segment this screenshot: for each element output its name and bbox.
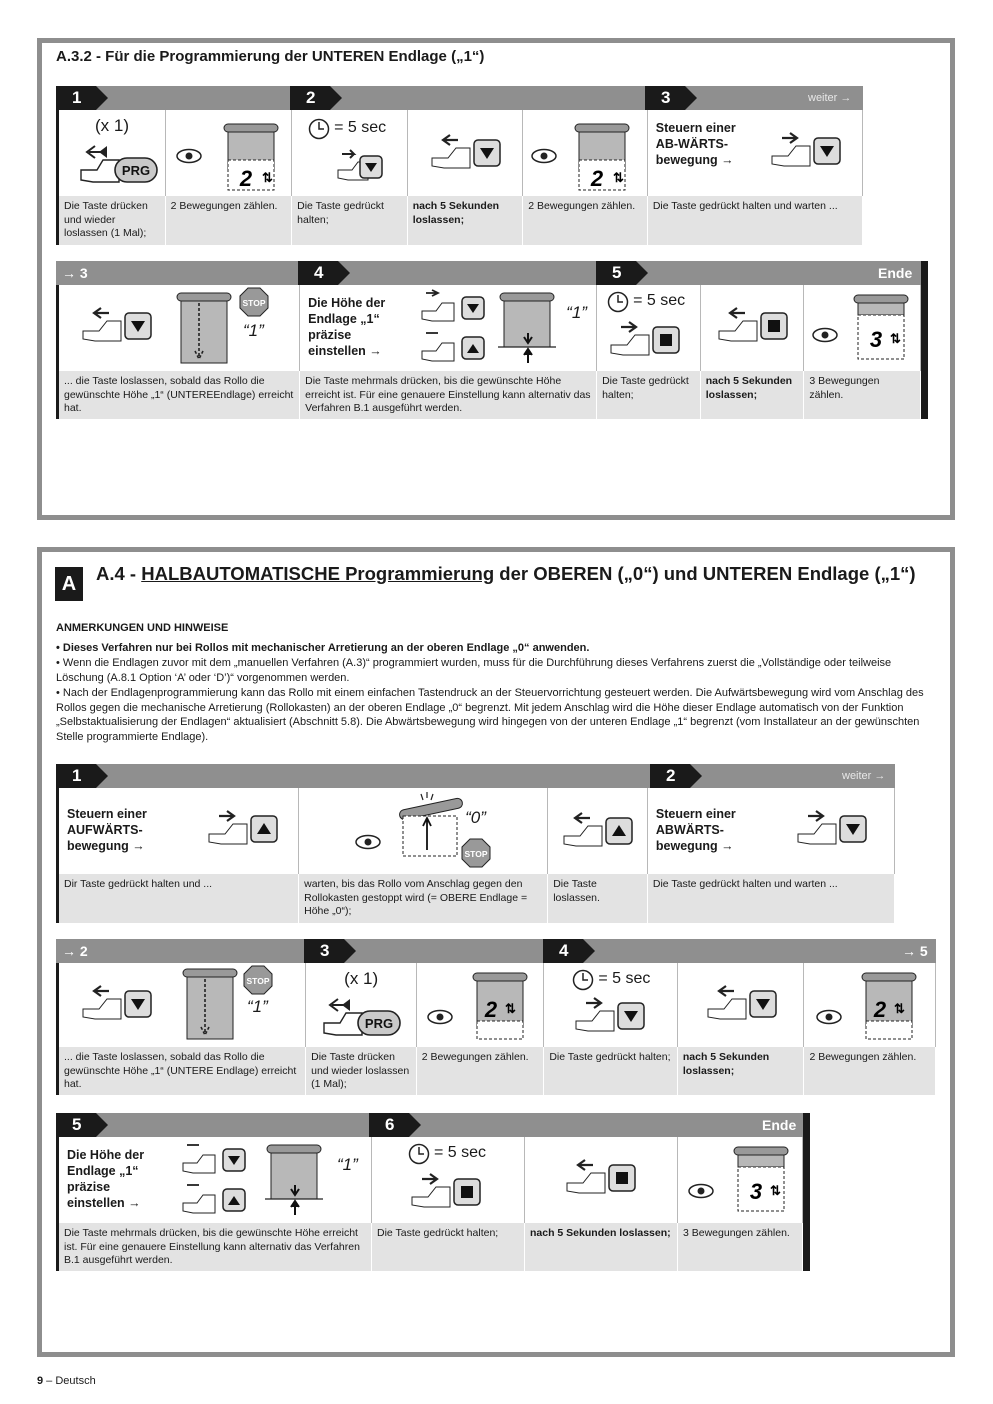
times-label: (x 1) [344,969,379,988]
eye-icon [812,327,838,343]
roller-shutter-icon [393,792,469,870]
cell [804,963,936,1047]
svg-text:STOP: STOP [246,976,270,986]
a4-row2-icons [56,963,936,1047]
eye-icon [355,834,381,850]
roller-shutter-icon [216,120,286,192]
ende-label: Ende [878,265,913,281]
cell [525,1137,678,1223]
lead-label: → 2 [62,943,88,959]
weiter-label: weiter → [842,770,886,782]
instruction-text: Die Taste drücken und wieder loslassen (1 Mal); [59,196,166,245]
one-label: “1” [243,321,264,340]
hand-down-button-icon [428,132,502,176]
a4-title [96,562,946,586]
instruction-text: nach 5 Sekunden loslassen; [525,1223,678,1271]
svg-text:2: 2 [591,166,604,191]
svg-text:⇅: ⇅ [613,170,625,185]
language-label: – Deutsch [43,1375,96,1387]
cell [648,788,895,874]
roller-shutter-icon [169,289,241,367]
instruction-text: nach 5 Sekunden loslassen; [678,1047,805,1095]
notes-heading: ANMERKUNGEN UND HINWEISE [56,622,229,634]
svg-text:⇅: ⇅ [770,1183,781,1198]
roller-shutter-icon [567,120,637,192]
a4-row1-icons [56,788,895,874]
step-number: 4 [543,939,583,963]
step-number: 5 [56,1113,96,1137]
note-bullet: • Nach der Endlagenprogrammierung kann das Rollo mit einem einfachen Tastendruck an der Steuervorrichtung gesteuert werden. Die Aufwärtsbewegung wird vom Anschlag des Rollos gegen die mechanische Arretierung (Rollokasten) an der oberen Endlage „0“ begrenzt. Mit jedem Anschlag wird die Höhe dieser Endlage automatisch von der Funktion „Selbstaktualisierung der Endlagen“ aktualisiert (Abschnitt 5.8). Die Abwärtsbewegung wird hingegen von der unteren Endlage „1“ begrenzt (vom Installateur an der gewünschten Stelle programmierte Endlage). [56,687,924,743]
hand-prg-icon [77,140,161,188]
a4-row3-bar [56,1113,803,1137]
step-caption: Steuern einer AB-WÄRTS-bewegung → [655,121,736,167]
instruction-text: Die Taste drücken und wieder loslassen (1 Mal); [306,1047,417,1095]
hand-stop-button-icon [408,1171,482,1215]
page-footer [37,1375,96,1387]
instruction-text: Die Taste mehrmals drücken, bis die gewünschte Höhe erreicht ist. Für eine genauere Einstellung kann alternativ das Verfahren B.1 ausgeführt werden. [300,371,597,419]
instruction-text: 2 Bewegungen zählen. [804,1047,936,1095]
cell [292,110,408,196]
one-label: “1” [337,1155,358,1174]
step-caption: Die Höhe der Endlage „1“ präzise einstellen → [67,1148,145,1210]
instruction-text: Die Taste loslassen. [548,874,648,923]
clock-icon [607,291,629,313]
instruction-text: nach 5 Sekunden loslassen; [701,371,805,419]
step-caption: Steuern einer AUFWÄRTS-bewegung → [67,807,147,853]
hand-stop-button-icon [607,319,681,363]
section-badge: A [55,567,83,601]
step-caption: Die Höhe der Endlage „1“ präzise einstellen → [308,296,386,358]
cell [678,963,805,1047]
cell [523,110,648,196]
eye-icon [688,1183,714,1199]
instruction-text: Die Taste gedrückt halten und warten ... [648,196,863,245]
svg-text:2: 2 [874,997,887,1022]
hand-stop-button-icon [563,1157,637,1201]
clock-icon [308,118,330,140]
instruction-text: Die Taste gedrückt halten; [372,1223,525,1271]
instruction-text: 3 Bewegungen zählen. [804,371,921,419]
cell [804,285,921,371]
instruction-text: Die Taste gedrückt halten; [544,1047,678,1095]
instruction-text: Die Taste mehrmals drücken, bis die gewünschte Höhe erreicht ist. Für eine genauere Einstellung kann alternativ das Verfahren B.1 ausgeführt werden. [59,1223,372,1271]
title-underlined: HALBAUTOMATISCHE Programmierung [141,563,495,584]
note-bullet: • Dieses Verfahren nur bei Rollos mit mechanischer Arretierung an der oberen Endlage „0“ anwenden. [56,642,590,654]
svg-text:STOP: STOP [464,849,488,859]
roller-shutter-icon [175,965,247,1043]
right-marker [803,1113,810,1271]
cell [59,110,166,196]
step-number: 1 [56,764,96,788]
step-number: 4 [298,261,338,285]
cell [299,788,548,874]
a32-row1-icons [56,110,863,196]
title-suffix: der OBEREN („0“) und UNTEREN Endlage („1“) [494,563,916,584]
stop-sign-icon [461,838,491,868]
seconds-label: = 5 sec [598,970,651,987]
cell [701,285,805,371]
seconds-label: = 5 sec [334,119,387,136]
instruction-text: 2 Bewegungen zählen. [417,1047,545,1095]
hand-down-button-icon [79,305,153,349]
a32-row2-icons [56,285,921,371]
cell [417,963,545,1047]
svg-text:3: 3 [749,1179,763,1204]
zero-label: “0” [465,808,486,827]
step-number: 3 [645,86,685,110]
hand-up-down-buttons-icon [418,289,494,367]
page-number: 9 [37,1375,44,1387]
step-number: 6 [369,1113,409,1137]
stop-sign-icon [239,287,269,317]
a32-row2-texts [56,371,921,419]
a4-row1-texts [56,874,895,923]
a32-row1-bar [56,86,863,110]
cell [678,1137,803,1223]
instruction-text: 2 Bewegungen zählen. [523,196,648,245]
seconds-label: = 5 sec [434,1144,487,1161]
instruction-text: nach 5 Sekunden loslassen; [408,196,524,245]
hand-up-button-icon [560,810,634,854]
hand-down-button-icon [79,983,153,1027]
svg-text:⇅: ⇅ [504,1001,516,1016]
svg-text:PRG: PRG [365,1016,394,1031]
a32-row1-texts [56,196,863,245]
roller-shutter-icon [846,291,916,363]
title-prefix: A.4 - [96,563,142,584]
roller-shutter-icon [726,1143,796,1215]
cell [59,963,306,1047]
svg-text:PRG: PRG [121,163,151,178]
hand-prg-icon [320,993,404,1041]
eye-icon [176,148,202,164]
instruction-text: ... die Taste loslassen, sobald das Rollo die gewünschte Höhe „1“ (UNTEREEndlage) erreicht hat. [59,371,300,419]
roller-shutter-icon [265,1141,325,1219]
hand-up-button-icon [205,808,279,852]
hand-down-button-icon [336,146,384,186]
step-number: 3 [304,939,344,963]
svg-text:⇅: ⇅ [890,331,902,346]
cell [597,285,701,371]
cell [59,285,300,371]
step-number: 2 [650,764,690,788]
cell [59,788,299,874]
instruction-text: warten, bis das Rollo vom Anschlag gegen den Rollokasten gestoppt wird (= OBERE Endlage = Höhe „0“); [299,874,548,923]
svg-text:⇅: ⇅ [261,170,273,185]
cell [306,963,417,1047]
weiter-label: weiter → [808,92,852,104]
cell [544,963,678,1047]
hand-down-button-icon [794,808,868,852]
instruction-text: Dir Taste gedrückt halten und ... [59,874,299,923]
ende-label: Ende [762,1117,797,1133]
a4-row2-bar [56,939,936,963]
svg-text:2: 2 [484,997,497,1022]
hand-down-button-icon [572,995,646,1039]
hand-up-down-buttons-icon [179,1141,255,1219]
roller-shutter-icon [498,289,558,367]
step-caption: Steuern einer ABWÄRTS-bewegung → [655,807,736,853]
svg-text:⇅: ⇅ [894,1001,906,1016]
svg-text:STOP: STOP [242,298,266,308]
hand-down-button-icon [768,130,842,174]
step-number: 1 [56,86,96,110]
cell [59,1137,372,1223]
roller-shutter-icon [465,969,535,1041]
seconds-label: = 5 sec [633,292,686,309]
one-label: “1” [566,303,587,322]
a4-row3-texts [56,1223,803,1271]
instruction-text: Die Taste gedrückt halten und warten ... [648,874,895,923]
instruction-text: 3 Bewegungen zählen. [678,1223,803,1271]
eye-icon [816,1009,842,1025]
instruction-text: 2 Bewegungen zählen. [166,196,293,245]
cell [408,110,524,196]
step-number: 2 [290,86,330,110]
a4-row2-texts [56,1047,936,1095]
cell [548,788,648,874]
stop-sign-icon [243,965,273,995]
cell [300,285,597,371]
a32-title: A.3.2 - Für die Programmierung der UNTEREN Endlage („1“) [56,48,485,65]
clock-icon [572,969,594,991]
a4-row1-bar [56,764,895,788]
svg-text:3: 3 [870,327,883,352]
a4-row3-icons [56,1137,803,1223]
instruction-text: Die Taste gedrückt halten; [292,196,408,245]
svg-text:2: 2 [239,166,252,191]
hand-stop-button-icon [715,305,789,349]
right-marker [921,261,928,419]
trail-label: → 5 [902,943,928,959]
cell [648,110,863,196]
eye-icon [531,148,557,164]
step-number: 5 [596,261,636,285]
clock-icon [408,1143,430,1165]
times-label: (x 1) [95,116,129,135]
roller-shutter-icon [854,969,924,1041]
one-label: “1” [247,997,268,1016]
cell [372,1137,525,1223]
cell [166,110,293,196]
a32-row2-bar [56,261,921,285]
eye-icon [427,1009,453,1025]
instruction-text: ... die Taste loslassen, sobald das Rollo die gewünschte Höhe „1“ (UNTERE Endlage) erreicht hat. [59,1047,306,1095]
note-bullet: • Wenn die Endlagen zuvor mit dem „manuellen Verfahren (A.3)“ programmiert wurden, muss für die Durchführung dieses Verfahrens zuerst die „Vollständige oder teilweise Löschung (A.8.1 Option ‘A’ oder ‘D’)“ vorgenommen werden. [56,657,892,684]
lead-label: → 3 [62,265,88,281]
hand-down-button-icon [704,983,778,1027]
instruction-text: Die Taste gedrückt halten; [597,371,701,419]
